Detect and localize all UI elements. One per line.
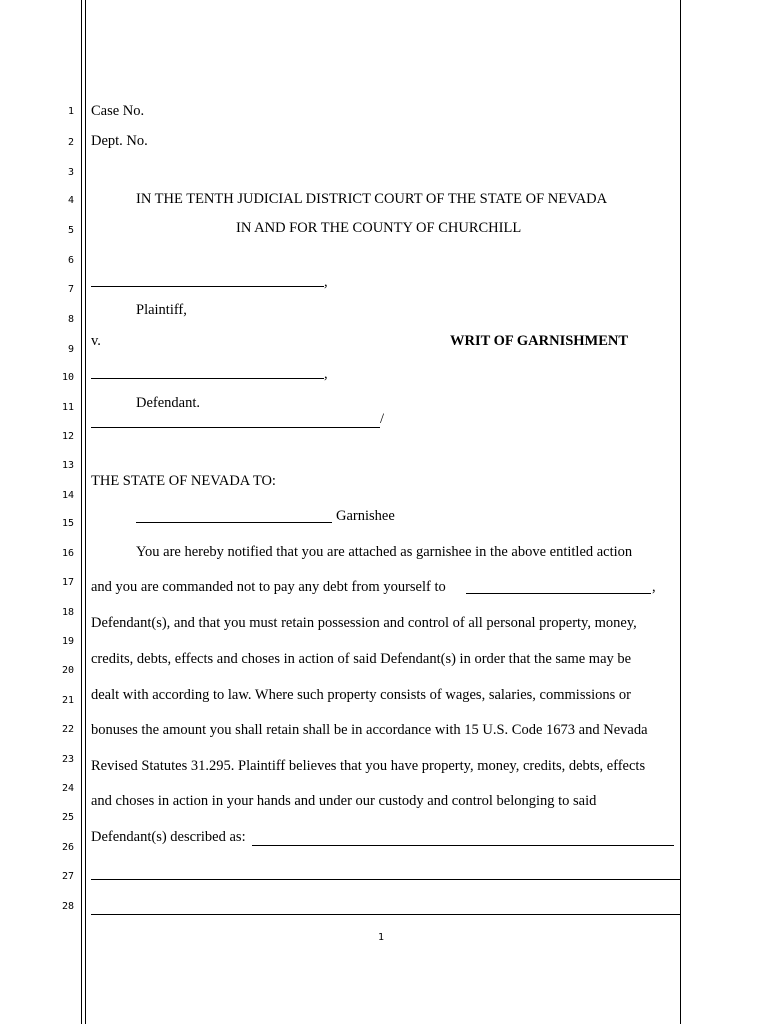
body-line-2: and you are commanded not to pay any debt from yourself to: [91, 579, 446, 595]
defendant-comma: ,: [324, 366, 328, 382]
line-number: 6: [67, 255, 74, 266]
line-number: 23: [61, 754, 74, 765]
line-number: 26: [61, 842, 74, 853]
body-line-5: dealt with according to law. Where such property consists of wages, salaries, commissions or: [91, 687, 631, 703]
court-name-line-1: IN THE TENTH JUDICIAL DISTRICT COURT OF THE STATE OF NEVADA: [136, 191, 608, 207]
description-blank-1: [252, 845, 674, 846]
line-number: 8: [67, 314, 74, 325]
garnishee-label: Garnishee: [336, 508, 395, 524]
department-number-label: Dept. No.: [91, 133, 148, 149]
plaintiff-comma: ,: [324, 274, 328, 290]
line-number: 12: [61, 431, 74, 442]
page-number: 1: [378, 932, 385, 943]
line-number: 28: [61, 901, 74, 912]
body-line-4: credits, debts, effects and choses in action of said Defendant(s) in order that the same may be: [91, 651, 632, 667]
right-margin-rule: [680, 0, 681, 1024]
body-line-7: Revised Statutes 31.295. Plaintiff believes that you have property, money, credits, debts, effects: [91, 758, 646, 774]
body-line-3: Defendant(s), and that you must retain possession and control of all personal property, money,: [91, 615, 637, 631]
line-number: 22: [61, 724, 74, 735]
body-line-6: bonuses the amount you shall retain shall be in accordance with 15 U.S. Code 1673 and Nevada: [91, 722, 648, 738]
line-number: 13: [61, 460, 74, 471]
caption-closing-rule: [91, 427, 380, 428]
case-number-label: Case No.: [91, 103, 145, 119]
defendant-blank: [466, 593, 651, 594]
left-margin-rule-outer: [81, 0, 82, 1024]
description-blank-2: [91, 879, 680, 880]
defendant-label: Defendant.: [136, 395, 201, 411]
line-number: 7: [67, 284, 74, 295]
left-margin-rule-inner: [85, 0, 86, 1024]
document-title: WRIT OF GARNISHMENT: [450, 333, 629, 349]
line-number: 1: [67, 106, 74, 117]
line-number: 16: [61, 548, 74, 559]
plaintiff-name-blank: [91, 286, 324, 287]
defendant-name-blank: [91, 378, 324, 379]
versus-label: v.: [91, 333, 101, 349]
line-number: 11: [61, 402, 74, 413]
line-number: 25: [61, 812, 74, 823]
line-number: 3: [67, 167, 74, 178]
line-number: 21: [61, 695, 74, 706]
plaintiff-label: Plaintiff,: [136, 302, 187, 318]
line-number: 19: [61, 636, 74, 647]
line-number: 14: [61, 490, 74, 501]
addressee-line: THE STATE OF NEVADA TO:: [91, 473, 276, 489]
court-name-line-2: IN AND FOR THE COUNTY OF CHURCHILL: [236, 220, 522, 236]
line-number: 17: [61, 577, 74, 588]
line-number: 4: [67, 195, 74, 206]
line-number: 20: [61, 665, 74, 676]
body-line-1: You are hereby notified that you are attached as garnishee in the above entitled action: [136, 544, 633, 560]
line-number: 5: [67, 225, 74, 236]
line-number: 15: [61, 518, 74, 529]
body-line-8: and choses in action in your hands and under our custody and control belonging to said: [91, 793, 597, 809]
line-number: 10: [61, 372, 74, 383]
description-blank-3: [91, 914, 680, 915]
caption-closing-slash: /: [380, 411, 385, 427]
line-number: 18: [61, 607, 74, 618]
garnishee-name-blank: [136, 522, 332, 523]
line-number: 27: [61, 871, 74, 882]
line-number: 24: [61, 783, 74, 794]
line-number: 2: [67, 137, 74, 148]
body-line-9: Defendant(s) described as:: [91, 829, 246, 845]
body-line-2-comma: ,: [652, 579, 656, 595]
line-number: 9: [67, 344, 74, 355]
